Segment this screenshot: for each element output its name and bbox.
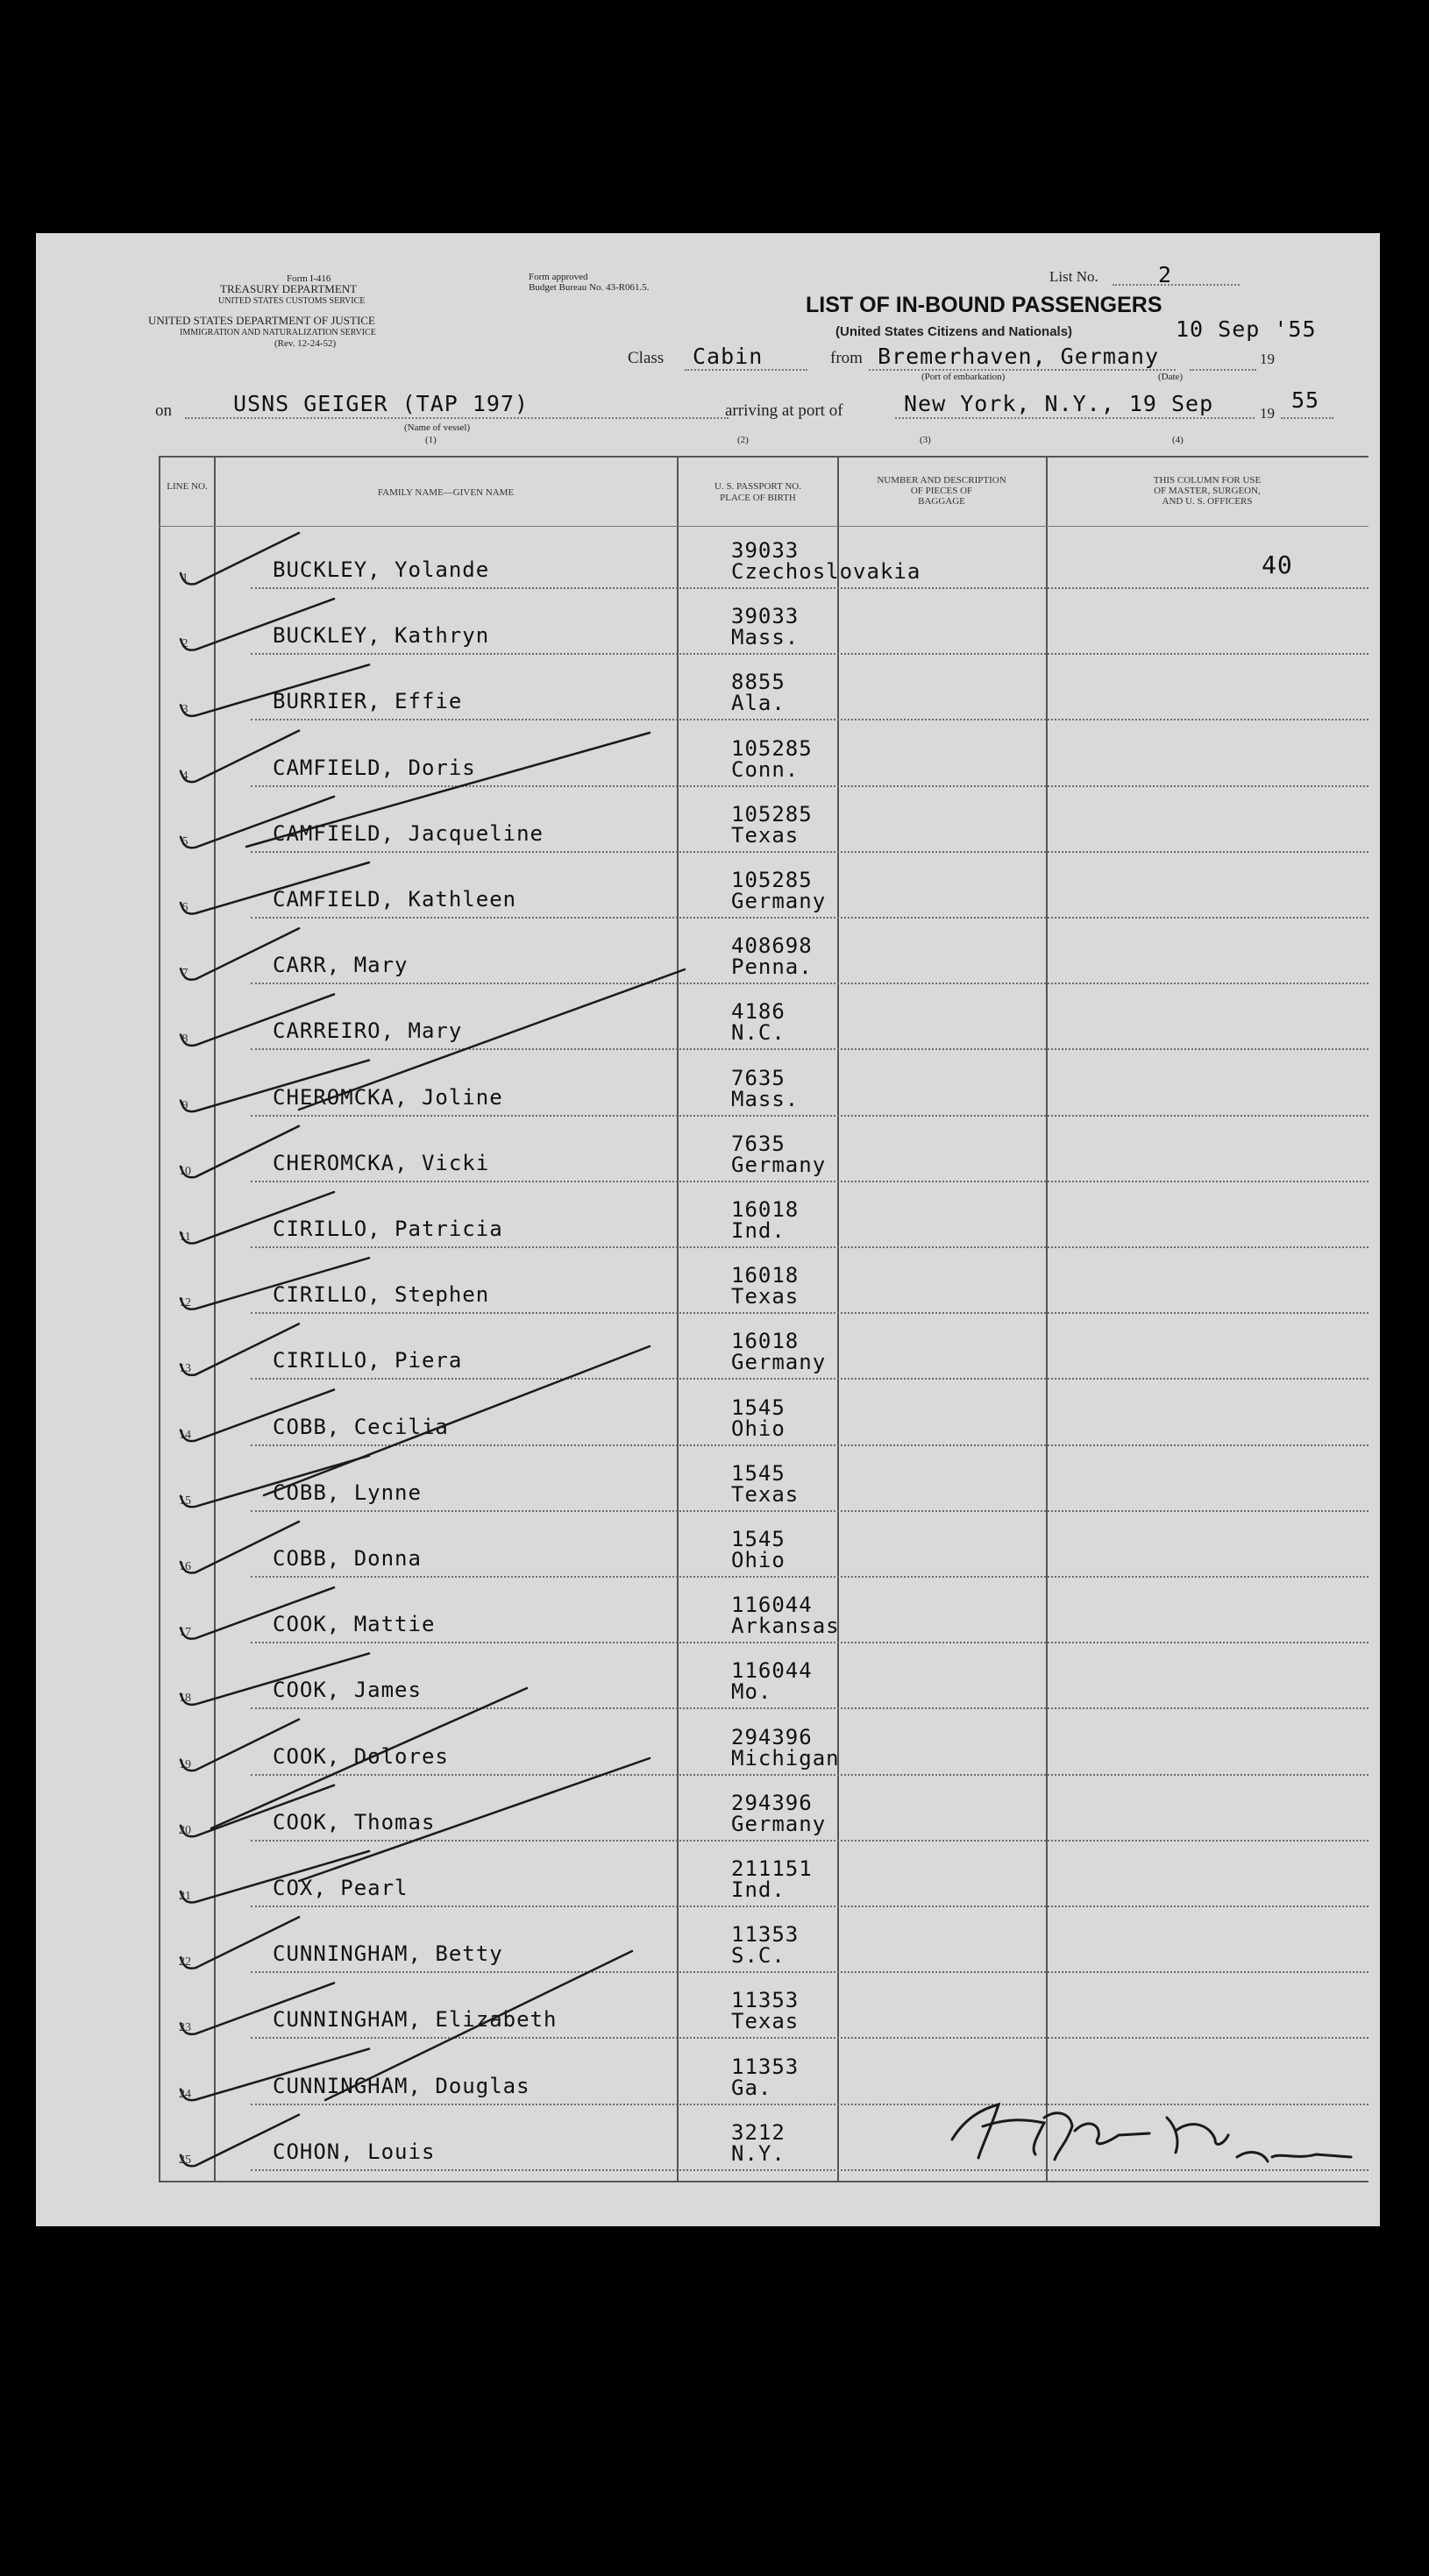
line-number: 17 bbox=[179, 1626, 191, 1640]
line-number: 3 bbox=[181, 703, 188, 717]
budget-bureau: Budget Bureau No. 43-R061.5. bbox=[529, 282, 650, 293]
check-mark bbox=[181, 2115, 299, 2167]
check-mark bbox=[181, 1126, 299, 1178]
check-mark bbox=[181, 1061, 369, 1112]
treasury-department: TREASURY DEPARTMENT bbox=[220, 282, 358, 295]
line-number: 18 bbox=[179, 1692, 191, 1706]
passport-number: 408698 bbox=[731, 933, 813, 959]
col-header-baggage-1: NUMBER AND DESCRIPTION bbox=[877, 475, 1006, 486]
place-of-birth: Germany bbox=[731, 1152, 827, 1177]
col-num-3: (3) bbox=[920, 435, 931, 445]
passport-number: 16018 bbox=[731, 1263, 800, 1288]
passport-number: 16018 bbox=[731, 1197, 800, 1222]
passport-number: 116044 bbox=[731, 1593, 813, 1618]
place-of-birth: Ga. bbox=[731, 2075, 772, 2100]
passenger-name: CIRILLO, Stephen bbox=[273, 1282, 490, 1308]
line-number: 12 bbox=[179, 1296, 191, 1310]
passport-number: 4186 bbox=[731, 999, 786, 1025]
place-of-birth: Ohio bbox=[731, 1548, 786, 1572]
date-caption: (Date) bbox=[1158, 372, 1184, 382]
check-mark bbox=[181, 731, 299, 783]
passport-number: 11353 bbox=[731, 1988, 800, 2013]
place-of-birth: Arkansas bbox=[731, 1614, 840, 1639]
check-mark bbox=[181, 1917, 299, 1969]
check-mark bbox=[181, 797, 334, 848]
passport-number: 11353 bbox=[731, 2054, 800, 2079]
col-header-use-1: THIS COLUMN FOR USE bbox=[1153, 475, 1262, 486]
passenger-name: CAMFIELD, Jacqueline bbox=[273, 820, 544, 846]
line-number: 7 bbox=[181, 967, 188, 981]
check-mark bbox=[181, 1851, 369, 1903]
check-mark bbox=[181, 994, 334, 1046]
year-label: 19 bbox=[1260, 351, 1275, 367]
place-of-birth: Germany bbox=[731, 889, 827, 913]
line-number: 13 bbox=[179, 1362, 191, 1376]
check-mark bbox=[181, 1522, 299, 1573]
passenger-list-document bbox=[36, 233, 1380, 2226]
col-num-1: (1) bbox=[425, 435, 437, 445]
passenger-name: COHON, Louis bbox=[273, 2139, 436, 2164]
passport-number: 1545 bbox=[731, 1394, 786, 1420]
list-date: 10 Sep '55 bbox=[1176, 316, 1317, 342]
line-number: 6 bbox=[181, 901, 188, 914]
passport-number: 1545 bbox=[731, 1460, 786, 1486]
customs-service: UNITED STATES CUSTOMS SERVICE bbox=[218, 296, 366, 306]
place-of-birth: N.C. bbox=[731, 1020, 786, 1046]
passenger-name: COX, Pearl bbox=[273, 1876, 409, 1900]
place-of-birth: Michigan bbox=[731, 1745, 840, 1771]
passenger-name: CUNNINGHAM, Elizabeth bbox=[273, 2007, 558, 2033]
check-mark bbox=[181, 664, 369, 716]
place-of-birth: N.Y. bbox=[731, 2140, 786, 2166]
line-number: 16 bbox=[179, 1560, 191, 1573]
place-of-birth: Texas bbox=[731, 822, 800, 848]
line-number: 25 bbox=[179, 2153, 191, 2167]
check-mark bbox=[181, 1653, 369, 1705]
line-number: 14 bbox=[179, 1428, 191, 1442]
place-of-birth: Czechoslovakia bbox=[731, 559, 921, 584]
place-of-birth: Mass. bbox=[731, 625, 800, 650]
on-label: on bbox=[155, 401, 172, 420]
col-header-passport-2: PLACE OF BIRTH bbox=[720, 493, 796, 503]
passenger-name: CAMFIELD, Kathleen bbox=[273, 887, 517, 912]
line-number: 1 bbox=[181, 571, 188, 585]
place-of-birth: Germany bbox=[731, 1811, 827, 1836]
passport-number: 105285 bbox=[731, 868, 813, 892]
diagonal-stroke bbox=[299, 969, 685, 1110]
check-mark bbox=[181, 1785, 334, 1837]
class-value: Cabin bbox=[693, 344, 764, 369]
passport-number: 105285 bbox=[731, 801, 813, 827]
diagonal-stroke bbox=[264, 1346, 650, 1495]
line-number: 8 bbox=[181, 1033, 188, 1047]
col-num-4: (4) bbox=[1172, 435, 1184, 445]
line-number: 19 bbox=[179, 1757, 191, 1771]
check-mark bbox=[181, 1192, 334, 1244]
line-number: 15 bbox=[179, 1494, 191, 1508]
place-of-birth: Ala. bbox=[731, 691, 786, 716]
form-approved: Form approved bbox=[529, 272, 588, 282]
year2-value: 55 bbox=[1291, 387, 1320, 413]
passenger-name: CAMFIELD, Doris bbox=[273, 755, 476, 780]
line-number: 11 bbox=[179, 1231, 191, 1244]
passenger-name: CHEROMCKA, Vicki bbox=[273, 1150, 490, 1175]
justice-department: UNITED STATES DEPARTMENT OF JUSTICE bbox=[148, 314, 375, 327]
check-mark bbox=[181, 1983, 334, 2034]
line-number: 9 bbox=[181, 1098, 188, 1112]
check-mark bbox=[181, 1323, 299, 1375]
year2-label: 19 bbox=[1260, 405, 1275, 422]
passport-number: 3212 bbox=[731, 2119, 786, 2145]
diagonal-stroke bbox=[246, 733, 650, 847]
place-of-birth: Texas bbox=[731, 2009, 800, 2034]
passenger-name: COOK, James bbox=[273, 1678, 422, 1703]
passport-number: 294396 bbox=[731, 1724, 813, 1749]
page-subtitle: (United States Citizens and Nationals) bbox=[835, 324, 1073, 339]
passport-number: 211151 bbox=[731, 1856, 813, 1881]
place-of-birth: Ohio bbox=[731, 1416, 786, 1441]
check-mark bbox=[181, 1456, 369, 1508]
inspector-signature bbox=[952, 2104, 1351, 2161]
diagonal-stroke bbox=[325, 1951, 632, 2100]
from-label: from bbox=[830, 349, 863, 367]
check-mark bbox=[181, 1390, 334, 1442]
line-number: 20 bbox=[179, 1823, 191, 1837]
passport-number: 116044 bbox=[731, 1658, 813, 1684]
check-mark bbox=[181, 533, 299, 585]
page-title: LIST OF IN-BOUND PASSENGERS bbox=[806, 293, 1162, 317]
passenger-name: COBB, Cecilia bbox=[273, 1414, 449, 1439]
place-of-birth: Germany bbox=[731, 1350, 827, 1375]
place-of-birth: Conn. bbox=[731, 756, 800, 782]
passport-number: 7635 bbox=[731, 1131, 786, 1156]
line-number: 22 bbox=[179, 1955, 191, 1969]
passenger-name: CARR, Mary bbox=[273, 953, 409, 978]
passenger-name: BUCKLEY, Yolande bbox=[273, 557, 490, 582]
arrival-port: New York, N.Y., 19 Sep bbox=[904, 391, 1214, 416]
passenger-name: CIRILLO, Patricia bbox=[273, 1217, 503, 1241]
place-of-birth: Ind. bbox=[731, 1877, 786, 1902]
place-of-birth: Mo. bbox=[731, 1679, 772, 1705]
line-number: 23 bbox=[179, 2021, 191, 2035]
place-of-birth: Penna. bbox=[731, 954, 813, 980]
diagonal-stroke bbox=[299, 1758, 650, 1881]
diagonal-stroke bbox=[211, 1688, 527, 1828]
check-mark bbox=[181, 599, 334, 650]
list-no-value: 2 bbox=[1158, 262, 1173, 287]
form-number: Form I-416 bbox=[287, 273, 331, 284]
place-of-birth: Mass. bbox=[731, 1086, 800, 1111]
passenger-name: COOK, Dolores bbox=[273, 1743, 449, 1769]
line-number: 10 bbox=[179, 1164, 191, 1178]
passenger-name: CARREIRO, Mary bbox=[273, 1018, 463, 1044]
naturalization-service: IMMIGRATION AND NATURALIZATION SERVICE bbox=[180, 328, 376, 337]
check-mark bbox=[181, 862, 369, 914]
vessel-caption: (Name of vessel) bbox=[404, 422, 471, 433]
col-header-baggage-2: OF PIECES OF bbox=[910, 486, 973, 496]
line-number: 5 bbox=[181, 834, 188, 848]
passenger-name: COBB, Donna bbox=[273, 1546, 422, 1571]
passenger-name: COOK, Thomas bbox=[273, 1809, 436, 1834]
passport-number: 8855 bbox=[731, 670, 786, 695]
passenger-name: COOK, Mattie bbox=[273, 1612, 436, 1637]
col-header-baggage-3: BAGGAGE bbox=[918, 496, 965, 507]
col-header-passport-1: U. S. PASSPORT NO. bbox=[714, 481, 801, 492]
embarkation-port: Bremerhaven, Germany bbox=[878, 344, 1160, 369]
line-number: 2 bbox=[181, 637, 188, 651]
col-header-use-2: OF MASTER, SURGEON, bbox=[1154, 486, 1261, 496]
passport-number: 11353 bbox=[731, 1922, 800, 1948]
passenger-name: BURRIER, Effie bbox=[273, 689, 463, 714]
passport-number: 105285 bbox=[731, 735, 813, 761]
vessel-name: USNS GEIGER (TAP 197) bbox=[233, 391, 530, 416]
col-header-name: FAMILY NAME—GIVEN NAME bbox=[377, 487, 515, 498]
col-header-use-3: AND U. S. OFFICERS bbox=[1162, 496, 1253, 507]
check-mark bbox=[181, 1587, 334, 1639]
passport-number: 16018 bbox=[731, 1329, 800, 1354]
officer-annotation: 40 bbox=[1262, 550, 1293, 579]
passenger-name: CIRILLO, Piera bbox=[273, 1348, 463, 1373]
passport-number: 1545 bbox=[731, 1527, 786, 1551]
passenger-name: CHEROMCKA, Joline bbox=[273, 1084, 503, 1110]
line-number: 24 bbox=[179, 2087, 191, 2101]
place-of-birth: Texas bbox=[731, 1481, 800, 1507]
passenger-name: BUCKLEY, Kathryn bbox=[273, 623, 490, 649]
handwritten-marks bbox=[36, 233, 1380, 2226]
passenger-name: CUNNINGHAM, Douglas bbox=[273, 2073, 530, 2098]
passenger-name: CUNNINGHAM, Betty bbox=[273, 1941, 503, 1967]
line-number: 4 bbox=[181, 769, 188, 783]
class-label: Class bbox=[628, 349, 665, 367]
col-header-line-no: LINE NO. bbox=[167, 481, 208, 492]
check-mark bbox=[181, 1258, 369, 1309]
check-mark bbox=[181, 928, 299, 980]
col-num-2: (2) bbox=[737, 435, 749, 445]
form-revision: (Rev. 12-24-52) bbox=[274, 338, 337, 349]
passport-number: 39033 bbox=[731, 604, 800, 629]
passport-number: 294396 bbox=[731, 1790, 813, 1815]
list-no-label: List No. bbox=[1049, 268, 1098, 285]
passport-number: 7635 bbox=[731, 1065, 786, 1090]
line-number: 21 bbox=[179, 1890, 191, 1903]
check-mark bbox=[181, 1720, 299, 1771]
passenger-name: COBB, Lynne bbox=[273, 1480, 422, 1505]
arriving-label: arriving at port of bbox=[725, 401, 843, 420]
place-of-birth: Ind. bbox=[731, 1218, 786, 1243]
place-of-birth: S.C. bbox=[731, 1943, 786, 1969]
place-of-birth: Texas bbox=[731, 1284, 800, 1309]
passport-number: 39033 bbox=[731, 538, 800, 563]
embarkation-caption: (Port of embarkation) bbox=[921, 372, 1006, 382]
